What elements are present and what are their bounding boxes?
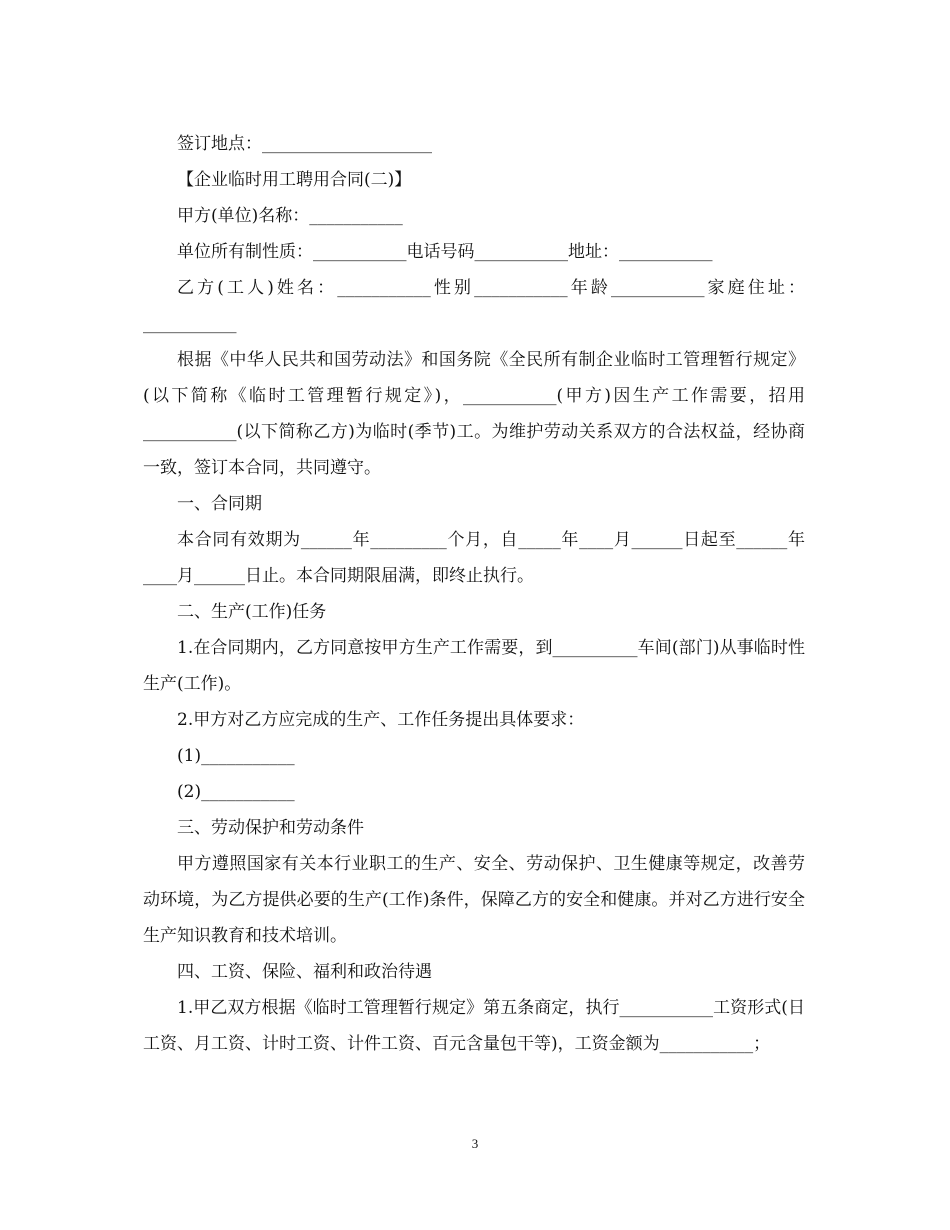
task-item-2: (2)___________ (177, 782, 295, 802)
section-heading-term: 一、合同期 (177, 494, 262, 514)
section-heading-tasks: 二、生产(工作)任务 (177, 602, 327, 622)
party-b-info-line: 乙方(工人)姓名：___________性别___________年龄___________家庭住址：___________ (143, 278, 805, 334)
party-a-name-line: 甲方(单位)名称：___________ (177, 206, 403, 226)
signing-place-line: 签订地点：____________________ (177, 134, 432, 154)
task-clause-2: 2.甲方对乙方应完成的生产、工作任务提出具体要求： (177, 710, 585, 730)
contract-title: 【企业临时用工聘用合同(二)】 (177, 170, 412, 190)
page-number: 3 (471, 1136, 479, 1151)
preamble-paragraph: 根据《中华人民共和国劳动法》和国务院《全民所有制企业临时工管理暂行规定》(以下简称《临时工管理暂行规定》)，___________(甲方)因生产工作需要，招用___________(以下简称乙方)为临时(季节)工。为维护劳动关系双方的合法权益，经协商一致，签订本合同，共同遵守。 (143, 350, 805, 478)
document-body (143, 126, 805, 1062)
section-heading-wages: 四、工资、保险、福利和政治待遇 (177, 962, 432, 982)
wage-clause-1: 1.甲乙双方根据《临时工管理暂行规定》第五条商定，执行___________工资形式(日工资、月工资、计时工资、计件工资、百元含量包干等)，工资金额为___________； (143, 998, 805, 1054)
task-clause-1: 1.在合同期内，乙方同意按甲方生产工作需要，到__________车间(部门)从事临时性生产(工作)。 (143, 638, 805, 694)
section-heading-protection: 三、劳动保护和劳动条件 (177, 818, 364, 838)
term-paragraph: 本合同有效期为______年_________个月，自_____年____月______日起至______年____月______日止。本合同期限届满，即终止执行。 (143, 530, 805, 586)
unit-info-line: 单位所有制性质：___________电话号码___________地址：___________ (177, 242, 713, 262)
protection-paragraph: 甲方遵照国家有关本行业职工的生产、安全、劳动保护、卫生健康等规定，改善劳动环境，为乙方提供必要的生产(工作)条件，保障乙方的安全和健康。并对乙方进行安全生产知识教育和技术培训。 (143, 854, 805, 946)
task-item-1: (1)___________ (177, 746, 295, 766)
